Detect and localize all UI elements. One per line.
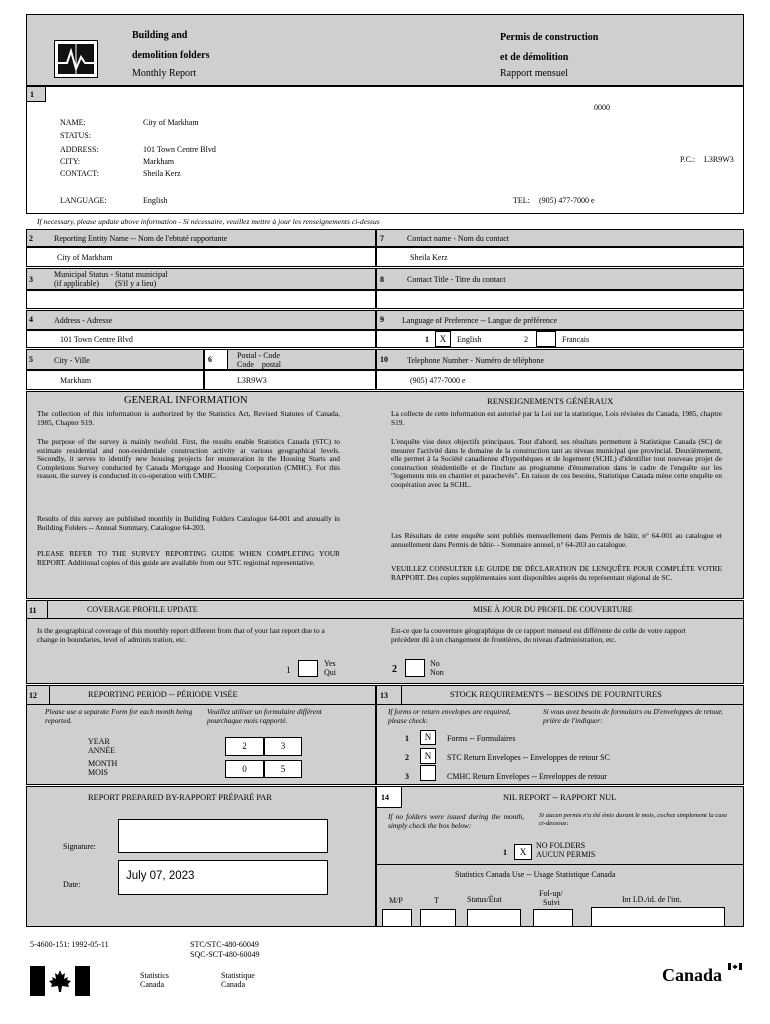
year-digit-1[interactable]: 2 (225, 737, 264, 756)
section-14-number: 14 (381, 793, 389, 802)
date-value: July 07, 2023 (126, 870, 195, 882)
year-label-2: ANNÉE (88, 746, 116, 755)
stats-use-heading: Statistics Canada Use -- Usage Statistique Canada (455, 870, 616, 879)
section-1-code: 0000 (594, 103, 610, 112)
footer-form-code: 5-4600-151: 1992-05-11 (30, 940, 109, 949)
field-6-label-2: Code postal (237, 360, 281, 369)
stock-cmhc-envelopes-checkbox[interactable] (420, 765, 436, 781)
general-info-fr-p1: La collecte de cette information est autorisé par la Loi sur la statistique, Lois révisées du Canada, 1985, chaptre S19. (391, 409, 722, 427)
section-14-number-box (376, 786, 402, 808)
field-4-value: 101 Town Centre Blvd (60, 335, 133, 344)
no-folders-checkbox[interactable]: X (514, 844, 532, 860)
section-1-box (26, 86, 744, 214)
field-8-input[interactable] (376, 290, 744, 309)
coverage-yes-label-2: Qui (324, 668, 336, 677)
field-7-number: 7 (380, 234, 384, 243)
field-6-label-row (204, 349, 376, 370)
section-12-note-en: Please use a separate Form for each month being reported. (45, 707, 193, 725)
stock-stc-envelopes-checkbox[interactable]: N (420, 748, 436, 764)
year-digit-2[interactable]: 3 (264, 737, 302, 756)
field-6-input[interactable] (204, 370, 376, 390)
header-en-title-1: Building and (132, 30, 188, 41)
language-option-1-number: 1 (425, 335, 429, 344)
coverage-no-checkbox[interactable] (405, 659, 425, 677)
month-label-1: MONTH (88, 759, 118, 768)
stock-forms-checkbox[interactable]: N (420, 730, 436, 745)
canada-wordmark: Canada (662, 965, 723, 985)
section-14-note-fr: Si aucun permis n'a été émis durant le mois, cochez simplement la case ci-dessous: (539, 812, 728, 827)
coverage-no-label-1: No (430, 659, 440, 668)
coverage-yes-number: 1 (286, 665, 291, 675)
nil-option-number: 1 (503, 848, 507, 857)
stats-t-input[interactable] (420, 909, 456, 927)
field-4-label: Address - Adresse (54, 316, 113, 325)
section-12-number: 12 (29, 691, 37, 700)
header-fr-title-2: et de démolition (500, 52, 569, 63)
language-english-checkbox[interactable]: X (435, 331, 451, 347)
field-3-input[interactable] (26, 290, 376, 309)
tel-label: TEL: (513, 196, 530, 205)
section-11-heading-fr: MISE À JOUR DU PROFIL DE COUVERTURE (473, 605, 633, 614)
stock-item-3-number: 3 (405, 772, 409, 781)
month-digit-2[interactable]: 5 (264, 760, 302, 778)
postal-label: P.C.: (680, 155, 696, 164)
header-en-subtitle: Monthly Report (132, 68, 197, 79)
signature-label: Signature: (63, 842, 96, 851)
month-digit-1[interactable]: 0 (225, 760, 264, 778)
field-2-value: City of Markham (57, 253, 113, 262)
stock-item-2-number: 2 (405, 753, 409, 762)
field-8-label: Contact Title - Titre du contact (407, 275, 506, 284)
field-5-number: 5 (29, 355, 33, 364)
stock-item-1-number: 1 (405, 734, 409, 743)
stats-col-mp: M/P (389, 896, 403, 905)
section-14-heading: NIL REPORT -- RAPPORT NUL (503, 793, 617, 802)
field-6-label-1: Postal - Code (237, 351, 281, 360)
language-option-2-number: 2 (524, 335, 528, 344)
statistique-canada-fr-2: Canada (221, 980, 245, 989)
contact-value: Sheila Kerz (143, 169, 181, 178)
header-fr-subtitle: Rapport mensuel (500, 68, 569, 79)
status-label: STATUS: (60, 131, 91, 140)
header-en-title-2: demolition folders (132, 50, 210, 61)
general-info-en-p2: The purpose of the survey is mainly twofold. First, the results enable Statistics Canada (STC) to estimate residential and non-residentiale construction activity at various geographical levels. Secondly, it serves to identify new housing projects for enumeration in the Housing Starts and Completions Survey conducted by Canada Mortgage and Housing Corporation (CMHC). For this reason, the survey is conducted in co-operation with CMHC. (37, 437, 340, 481)
field-2-number: 2 (29, 234, 33, 243)
stock-forms-label: Forms -- Formulaires (447, 734, 516, 743)
field-6-number: 6 (208, 355, 212, 364)
address-label: ADDRESS: (60, 145, 99, 154)
statistique-canada-fr-1: Statistique (221, 971, 255, 980)
field-10-value: (905) 477-7000 e (410, 376, 466, 385)
no-folders-label-1: NO FOLDERS (536, 841, 586, 850)
coverage-no-number: 2 (392, 664, 397, 675)
signature-field[interactable] (118, 819, 328, 853)
field-5-value: Markham (60, 376, 92, 385)
field-4-number: 4 (29, 315, 33, 324)
date-label: Date: (63, 880, 81, 889)
general-info-en-p1: The collection of this information is authorized by the Statistics Act, Revised Statutes of Canada, 1985, Chapter S19. (37, 409, 340, 427)
field-5-label: City - Ville (54, 356, 90, 365)
address-value: 101 Town Centre Blvd (143, 145, 216, 154)
footer-stc-code: STC/STC-480-60049 (190, 940, 259, 949)
footer-sqc-code: SQC-SCT-480-60049 (190, 950, 260, 959)
prepared-by-heading: REPORT PREPARED BY-RAPPORT PRÉPARÉ PAR (88, 793, 272, 802)
field-2-label: Reporting Entity Name -- Nom de l'ebtuté rapportante (54, 234, 228, 243)
header-fr-title-1: Permis de construction (500, 32, 599, 43)
section-11-text-en: Is the geographical coverage of this monthly report different from that of your last report due to a change in boundaries, level of adminis tration, etc. (37, 626, 325, 644)
stats-col-t: T (434, 896, 439, 905)
general-info-fr-p4: VEUILLEZ CONSULTER LE GUIDE DE DÉCLARATION DE LENQUÊTE POUR COMPLÉTE VOTRE RAPPORT. Des copies supplémentaies sont disponibles auprès du représentant régional de SC. (391, 564, 722, 582)
language-french-label: Francais (562, 335, 590, 344)
field-3-label-1: Municipal Status - Statut municipal (54, 270, 168, 279)
year-label-1: YEAR (88, 737, 110, 746)
general-info-en-p3: Results of this survey are published monthly in Building Folders Catalogue 64-001 and annually in Building Folders -- Annual Summary, Catalogue 64-203. (37, 514, 340, 532)
language-label: LANGUAGE: (60, 196, 107, 205)
section-1-number: 1 (26, 86, 46, 102)
section-12-heading: REPORTING PERIOD -- PÉRIODE VISÉE (88, 690, 238, 699)
wordmark-flag-icon (728, 963, 742, 970)
stock-stc-envelopes-label: STC Return Envelopes -- Enveloppes de retour SC (447, 753, 610, 762)
stock-cmhc-envelopes-label: CMHC Return Envelopes -- Enveloppes de retour (447, 772, 607, 781)
postal-value: L3R9W3 (704, 155, 734, 164)
prepared-by-box (26, 786, 376, 927)
section-11-number: 11 (29, 606, 37, 615)
stats-col-int: Int I.D./id. de l'int. (622, 895, 682, 904)
coverage-yes-label-1: Yes (324, 659, 336, 668)
section-14-note-en: If no folders were issued during the month, simply check the box below: (388, 812, 524, 830)
month-label-2: MOIS (88, 768, 109, 777)
statistics-canada-en-2: Canada (140, 980, 164, 989)
general-info-fr-p3: Les Résultats de cette enquête sont publiés mensuellement dans Permis de bâtir, n° 64-001 au catalogue et annuellement dans Permis de bâtir- - Sommaire annuel, n° 64-203 au catalogue. (391, 531, 722, 549)
stats-col-status: Status/État (467, 895, 502, 904)
name-label: NAME: (60, 118, 86, 127)
language-value: English (143, 196, 168, 205)
stats-status-input[interactable] (467, 909, 521, 927)
stats-int-id-input[interactable] (591, 907, 725, 927)
field-9-label: Language of Preference -- Langue de préférence (402, 316, 558, 325)
stats-followup-input[interactable] (533, 909, 573, 927)
field-6-value: L3R9W3 (237, 376, 267, 385)
language-english-label: English (457, 335, 482, 344)
field-9-options (376, 330, 744, 348)
section-11-text-fr: Est-ce que la couverture géographique de ce rapport menseul est différente de celle de votre rapport précédent dû à un changement de frontières, du niveau d'administration, etc. (391, 626, 686, 644)
field-7-value: Sheila Kerz (410, 253, 448, 262)
field-5-label-row (26, 349, 204, 370)
coverage-yes-checkbox[interactable] (298, 660, 318, 677)
form-logo-icon (54, 40, 98, 78)
city-value: Markham (143, 157, 175, 166)
field-3-number: 3 (29, 275, 33, 284)
statistics-canada-en-1: Statistics (140, 971, 169, 980)
update-note: If necessary, please update above information - Si nécessaire, veuillez mettre à jour les renseignements ci-dessus (37, 217, 380, 226)
section-13-heading: STOCK REQUIREMENTS -- BESOINS DE FOURNITURES (450, 690, 662, 699)
section-12-note-fr: Veuillez utiliser un formulaire différent pourchaque mois rapporté. (207, 707, 322, 725)
general-info-en-p4: PLEASE REFER TO THE SURVEY REPORTING GUIDE WHEN COMPLETING YOUR REPORT. Additional copies of this guide are available from our STC regioinal representative. (37, 549, 340, 567)
field-8-number: 8 (380, 275, 384, 284)
general-info-fr-p2: L'enquête vise deux objectifs principaux. Tout d'abord, ses résultats permettent à Statistique Canada (SC) de mesurer l'activité dans le domaine de la construction tant au niveau municipal que provincial. Deuxièmement, elle permet à la Société canadienne d'hypothèques et de logement (SCHL) d'identifier tout nouveau projet de construction résidentielle et de l'inclure au programme d'énumeration dans le cadre de l'enquête sur les "logements mis en chantier et parachevés". En raison de ces besoins, Statistique Canada mène cette enquête en coopération avec la SCHL. (391, 437, 722, 489)
stats-col-followup-1: Fol-up/ (539, 889, 563, 898)
field-10-label: Telephone Number - Numéro de téléphone (407, 356, 544, 365)
city-label: CITY: (60, 157, 81, 166)
field-3-label-2: (if applicable) (S'il y a lieu) (54, 279, 157, 288)
field-10-number: 10 (380, 355, 388, 364)
canada-flag-icon (30, 966, 90, 996)
section-13-number: 13 (380, 691, 388, 700)
coverage-no-label-2: Non (430, 668, 444, 677)
section-13-note-en: If forms or return envelopes are required, please check: (388, 707, 511, 725)
tel-value: (905) 477-7000 e (539, 196, 595, 205)
field-7-label: Contact name - Nom du contact (407, 234, 509, 243)
stats-mp-input[interactable] (382, 909, 412, 927)
contact-label: CONTACT: (60, 169, 99, 178)
no-folders-label-2: AUCUN PERMIS (536, 850, 596, 859)
field-9-number: 9 (380, 315, 384, 324)
name-value: City of Markham (143, 118, 199, 127)
field-5-input[interactable] (26, 370, 204, 390)
general-info-heading-en: GENERAL INFORMATION (124, 395, 248, 406)
stats-col-followup-2: Suivi (543, 898, 560, 907)
section-13-note-fr: Si vous avez besoin de formulairs ou D'enveloppes de retour, prière de l'indiquer: (543, 707, 723, 725)
general-info-heading-fr: RENSEIGNEMENTS GÉNÉRAUX (487, 396, 614, 406)
section-11-heading-en: COVERAGE PROFILE UPDATE (87, 605, 198, 614)
language-french-checkbox[interactable] (536, 331, 556, 347)
